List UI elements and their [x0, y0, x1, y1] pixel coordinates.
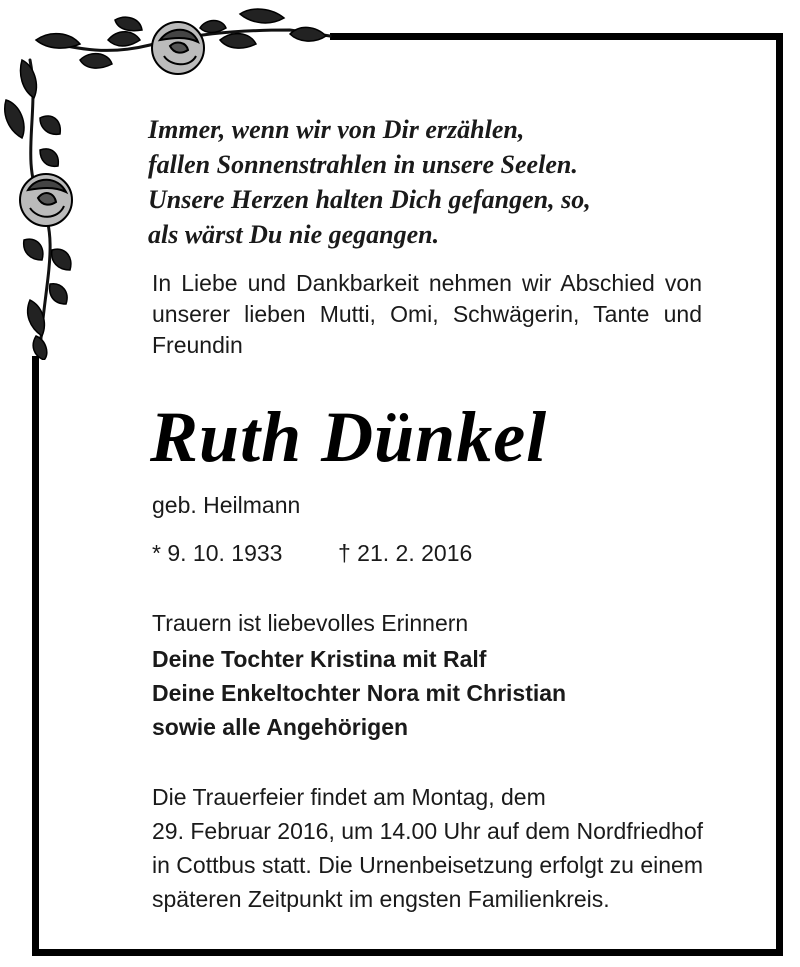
- poem-line: Unsere Herzen halten Dich gefangen, so,: [148, 185, 591, 214]
- death-date: † 21. 2. 2016: [338, 540, 473, 566]
- poem-line: Immer, wenn wir von Dir erzählen,: [148, 115, 525, 144]
- frame-border-right: [776, 33, 783, 954]
- service-line: Die Trauerfeier findet am Montag, dem: [152, 784, 546, 810]
- mourner-line: sowie alle Angehörigen: [152, 714, 409, 740]
- birth-date: * 9. 10. 1933: [152, 540, 283, 566]
- poem-line: fallen Sonnenstrahlen in unsere Seelen.: [148, 150, 578, 179]
- service-line: in Cottbus statt. Die Urnenbeisetzung erfolgt zu einem: [152, 852, 704, 878]
- intro-text: In Liebe und Dankbarkeit nehmen wir Abschied von unserer lieben Mutti, Omi, Schwägerin, Tante und Freundin: [152, 270, 702, 358]
- service-line: späteren Zeitpunkt im engsten Familienkreis.: [152, 886, 610, 912]
- service-line: 29. Februar 2016, um 14.00 Uhr auf dem Nordfriedhof: [152, 818, 704, 844]
- mourner-line: Deine Enkeltochter Nora mit Christian: [152, 680, 567, 706]
- poem: [148, 112, 708, 252]
- frame-border-top: [330, 33, 778, 40]
- frame-border-bottom: [32, 949, 783, 956]
- mourning-motto: Trauern ist liebevolles Erinnern: [152, 610, 469, 636]
- maiden-name: geb. Heilmann: [152, 492, 301, 518]
- frame-border-left: [32, 356, 39, 956]
- deceased-name: Ruth Dünkel: [150, 397, 548, 477]
- poem-line: als wärst Du nie gegangen.: [148, 220, 440, 249]
- mourner-line: Deine Tochter Kristina mit Ralf: [152, 646, 487, 672]
